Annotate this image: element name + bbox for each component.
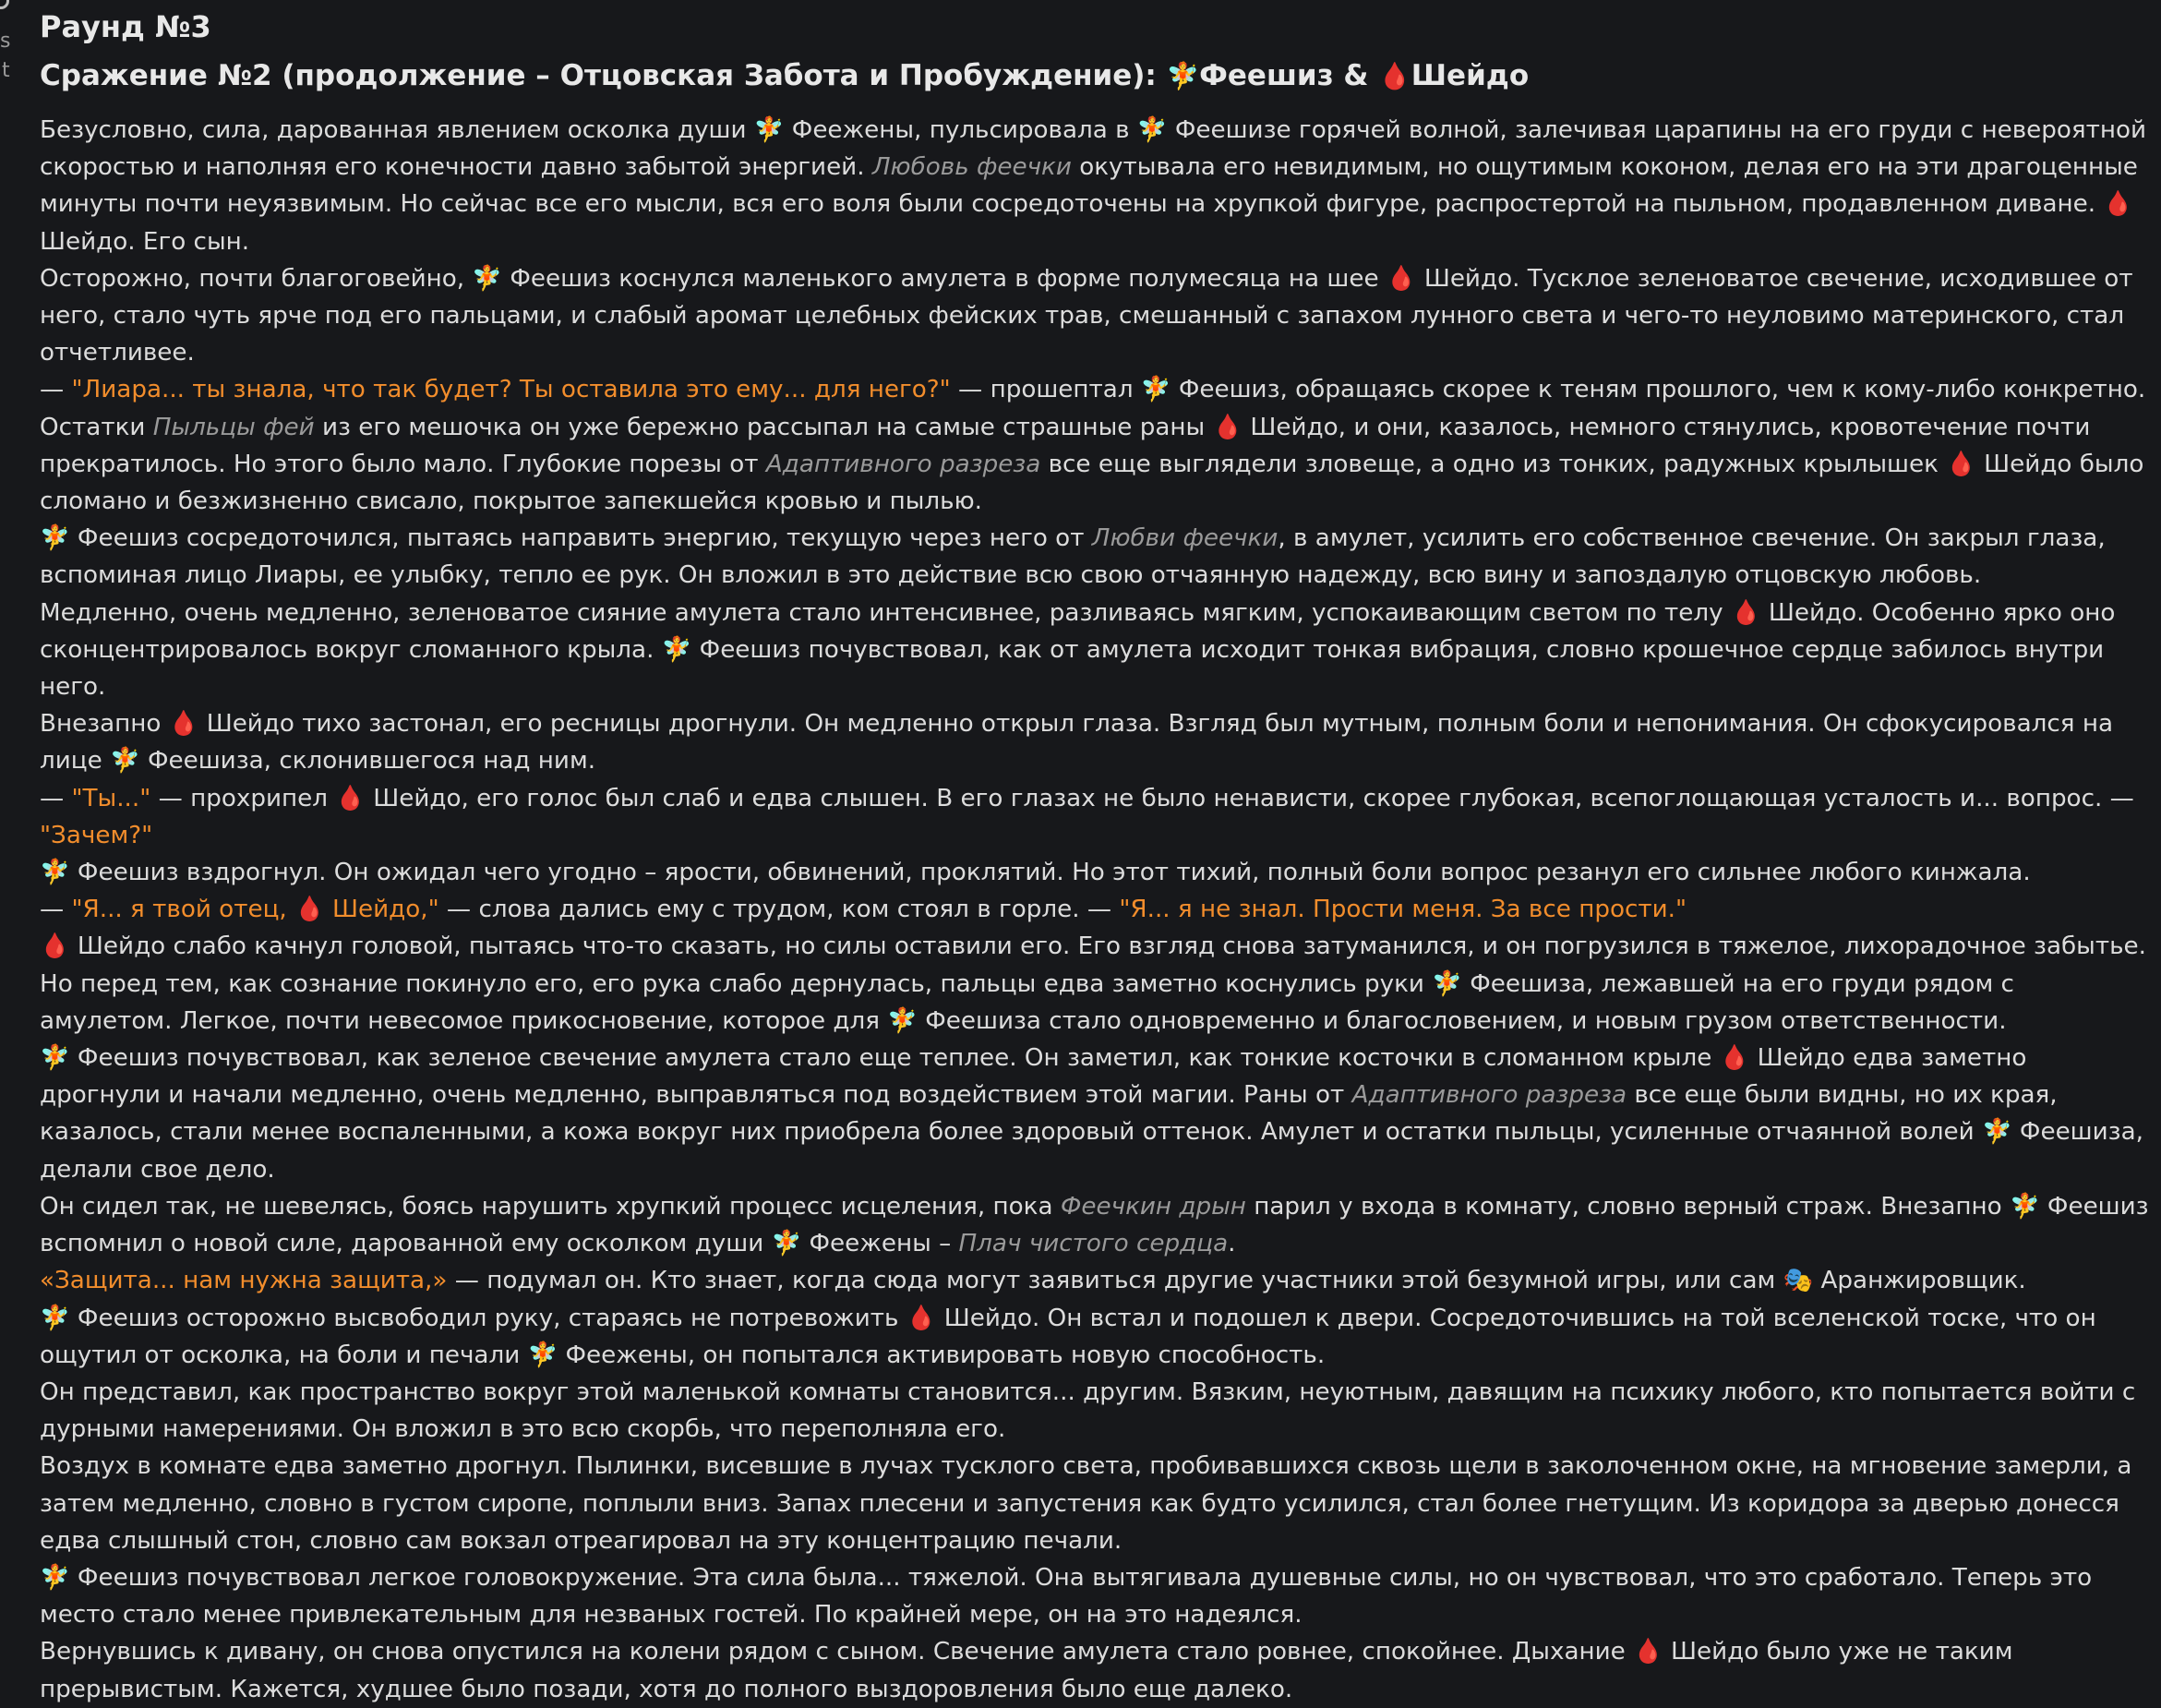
narration-text: Он представил, как пространство вокруг этой маленькой комнаты становится... другим. Вязким, неуютным, давящим на психику любого, кто попытается войти с дурными намерениями. Он вложил в это всю скорбь, что переполняла его. — [40, 1377, 2136, 1444]
ability-term: Пыльцы фей — [152, 413, 315, 441]
narration-text: парил у входа в комнату, словно верный страж. Внезапно 🧚 Феешиз вспомнил о новой силе, дарованной ему осколком души 🧚 Феежены – — [40, 1192, 2149, 1258]
gutter-letter-t: t — [2, 59, 10, 82]
narration-text: все еще выглядели зловеще, а одно из тонких, радужных крылышек 🩸 Шейдо было сломано и безжизненно свисало, покрытое запекшейся кровью и пылью. — [40, 450, 2144, 516]
story-paragraph — [40, 409, 2154, 521]
story-paragraph — [40, 1188, 2154, 1262]
ability-term: Адаптивного разреза — [765, 450, 1041, 478]
narration-text: 🧚 Феешиз сосредоточился, пытаясь направить энергию, текущую через него от — [40, 524, 1092, 553]
narration-text: 🧚 Феешиз осторожно высвободил руку, стараясь не потревожить 🩸 Шейдо. Он встал и подошел к двери. Сосредоточившись на той вселенской тоске, что он ощутил от осколка, на боли и печали 🧚 Феежены, он попытался активировать новую способность. — [40, 1304, 2096, 1369]
narration-text: 🧚 Феешиз вздрогнул. Он ожидал чего угодно – ярости, обвинений, проклятий. Но этот тихий, полный боли вопрос резанул его сильнее любого кинжала. — [40, 859, 2031, 887]
narration-text: Воздух в комнате едва заметно дрогнул. Пылинки, висевшие в лучах тусклого света, пробивавшихся сквозь щели в заколоченном окне, на мгновение замерли, а затем медленно, словно в густом сиропе, поплыли вниз. Запах плесени и запустения как будто усилился, стал более гнетущим. Из коридора за дверью донесся едва слышный стон, словно сам вокзал отреагировал на эту концентрацию печали. — [40, 1452, 2132, 1555]
narration-text: из его мешочка он уже бережно рассыпал на самые страшные раны 🩸 Шейдо, и они, казалось, немного стянулись, кровотечение почти прекратилось. Но этого было мало. Глубокие порезы от — [40, 413, 2091, 478]
narration-text: 🧚 Феешиз почувствовал легкое головокружение. Эта сила была... тяжелой. Она вытягивала душевные силы, но он чувствовал, что это сработало. Теперь это место стало менее привлекательным для незваных гостей. По крайней мере, он на это надеялся. — [40, 1563, 2093, 1630]
story-paragraph — [40, 705, 2154, 779]
story-paragraph — [40, 1559, 2154, 1633]
blood-drop-icon: 🩸 — [1378, 61, 1411, 91]
narration-text: — — [40, 896, 72, 924]
story-paragraph — [40, 1300, 2154, 1374]
narration-text: окутывала его невидимым, но ощутимым коконом, делая его на эти драгоценные минуты почти неуязвимым. Но сейчас все его мысли, вся его воля были сосредоточены на хрупкой фигуре, распростертой на пыльном, продавленном диване. 🩸 Шейдо. Его сын. — [40, 153, 2138, 256]
round-title: Раунд №3 — [40, 9, 211, 44]
fairy-icon: 🧚 — [1166, 61, 1200, 91]
story-paragraph — [40, 1374, 2154, 1448]
story-paragraph — [40, 928, 2154, 1040]
ability-term: Феечкин дрын — [1060, 1192, 1246, 1221]
narration-text: Безусловно, сила, дарованная явлением осколка души 🧚 Феежены, пульсировала в 🧚 Феешизе горячей волной, залечивая царапины на его груди с невероятной скоростью и наполняя его конечности давно забытой энергией. — [40, 116, 2147, 182]
ability-term: Любви феечки — [1091, 524, 1279, 553]
battle-char1: Феешиз — [1199, 59, 1334, 92]
narration-text: Внезапно 🩸 Шейдо тихо застонал, его ресницы дрогнули. Он медленно открыл глаза. Взгляд был мутным, полным боли и непонимания. Он сфокусировался на лице 🧚 Феешиза, склонившегося над ним. — [40, 710, 2114, 776]
narration-text: все еще были видны, но их края, казалось, стали менее воспаленными, а кожа вокруг них приобрела более здоровый оттенок. Амулет и остатки пыльцы, усиленные отчаянной волей 🧚 Феешиза, делали свое дело. — [40, 1081, 2143, 1184]
dialogue-quote: "Я... я твой отец, 🩸 Шейдо," — [71, 896, 439, 924]
story-paragraph — [40, 595, 2154, 706]
narration-text: 🧚 Феешиз почувствовал, как зеленое свечение амулета стало еще теплее. Он заметил, как тонкие косточки в сломанном крыле 🩸 Шейдо едва заметно дрогнули и начали медленно, очень медленно, выправляться под воздействием этой магии. Раны от — [40, 1044, 2027, 1110]
story-paragraph — [40, 1262, 2154, 1299]
circle-icon[interactable] — [0, 0, 9, 9]
dialogue-quote: "Зачем?" — [40, 821, 153, 849]
narration-text: — подумал он. Кто знает, когда сюда могут заявиться другие участники этой безумной игры, или сам 🎭 Аранжировщик. — [447, 1267, 2026, 1295]
narration-text: — прохрипел 🩸 Шейдо, его голос был слаб и едва слышен. В его глазах не было ненависти, скорее глубокая, всепоглощающая усталость и... вопрос. — — [150, 784, 2134, 812]
battle-amp: & — [1343, 59, 1369, 92]
ability-term: Любовь феечки — [871, 153, 1072, 182]
left-edge-gutter — [0, 0, 17, 83]
narration-text: — — [40, 376, 72, 404]
narration-text: , в амулет, усилить его собственное свечение. Он закрыл глаза, вспоминая лицо Лиары, ее улыбку, тепло ее рук. Он вложил в это действие всю свою отчаянную надежду, всю вину и запоздалую отцовскую любовь. — [40, 524, 2106, 590]
dialogue-quote: «Защита... нам нужна защита,» — [40, 1267, 448, 1295]
gutter-letter-s: s — [0, 30, 11, 53]
narration-text: . — [1228, 1230, 1236, 1258]
narration-text: Он сидел так, не шевелясь, боясь нарушить хрупкий процесс исцеления, пока — [40, 1192, 1061, 1221]
dialogue-quote: "Я... я не знал. Прости меня. За все прости." — [1119, 896, 1687, 924]
story-paragraph — [40, 1040, 2154, 1188]
story-paragraph — [40, 1633, 2154, 1707]
narration-text: Осторожно, почти благоговейно, 🧚 Феешиз коснулся маленького амулета в форме полумесяца на шее 🩸 Шейдо. Тусклое зеленоватое свечение, исходившее от него, стало чуть ярче под его пальцами, и слабый аромат целебных фейских трав, смешанный с запахом лунного света и чего-то неуловимо материнского, стал отчетливее. — [40, 264, 2133, 367]
story-paragraph — [40, 1448, 2154, 1559]
dialogue-quote: "Лиара... ты знала, что так будет? Ты оставила это ему... для него?" — [71, 376, 951, 404]
story-paragraph — [40, 520, 2154, 594]
narration-text: Медленно, очень медленно, зеленоватое сияние амулета стало интенсивнее, разливаясь мягким, успокаивающим светом по телу 🩸 Шейдо. Особенно ярко оно сконцентрировалось вокруг сломанного крыла. 🧚 Феешиз почувствовал, как от амулета исходит тонкая вибрация, словно крошечное сердце забилось внутри него. — [40, 598, 2116, 702]
story-paragraph — [40, 112, 2154, 260]
narration-text: — прошептал 🧚 Феешиз, обращаясь скорее к теням прошлого, чем к кому-либо конкретно. — [950, 376, 2146, 404]
narration-text: Вернувшись к дивану, он снова опустился на колени рядом с сыном. Свечение амулета стало ровнее, спокойнее. Дыхание 🩸 Шейдо было уже не таким прерывистым. Кажется, худшее было позади, хотя до полного выздоровления было еще далеко. — [40, 1638, 2013, 1703]
story-paragraph — [40, 780, 2154, 854]
story-paragraph — [40, 260, 2154, 372]
ability-term: Плач чистого сердца — [958, 1230, 1229, 1258]
story-body — [40, 112, 2154, 1708]
narration-text: Остатки — [40, 413, 153, 441]
battle-title — [40, 55, 2154, 97]
story-content — [40, 6, 2154, 1708]
battle-char2: Шейдо — [1411, 59, 1530, 92]
battle-title-text: Сражение №2 (продолжение – Отцовская Забота и Пробуждение): — [40, 59, 1157, 92]
narration-text: 🩸 Шейдо слабо качнул головой, пытаясь что-то сказать, но силы оставили его. Его взгляд снова затуманился, и он погрузился в тяжелое, лихорадочное забытье. Но перед тем, как сознание покинуло его, его рука слабо дернулась, пальцы едва заметно коснулись руки 🧚 Феешиза, лежавшей на его груди рядом с амулетом. Легкое, почти невесомое прикосновение, которое для 🧚 Феешиза стало одновременно и благословением, и новым грузом ответственности. — [40, 932, 2146, 1035]
story-paragraph — [40, 891, 2154, 928]
story-paragraph — [40, 854, 2154, 891]
narration-text: — слова дались ему с трудом, ком стоял в горле. — — [438, 896, 1120, 924]
narration-text: — — [40, 784, 72, 812]
ability-term: Адаптивного разреза — [1351, 1081, 1627, 1110]
dialogue-quote: "Ты..." — [71, 784, 151, 812]
story-paragraph — [40, 371, 2154, 408]
